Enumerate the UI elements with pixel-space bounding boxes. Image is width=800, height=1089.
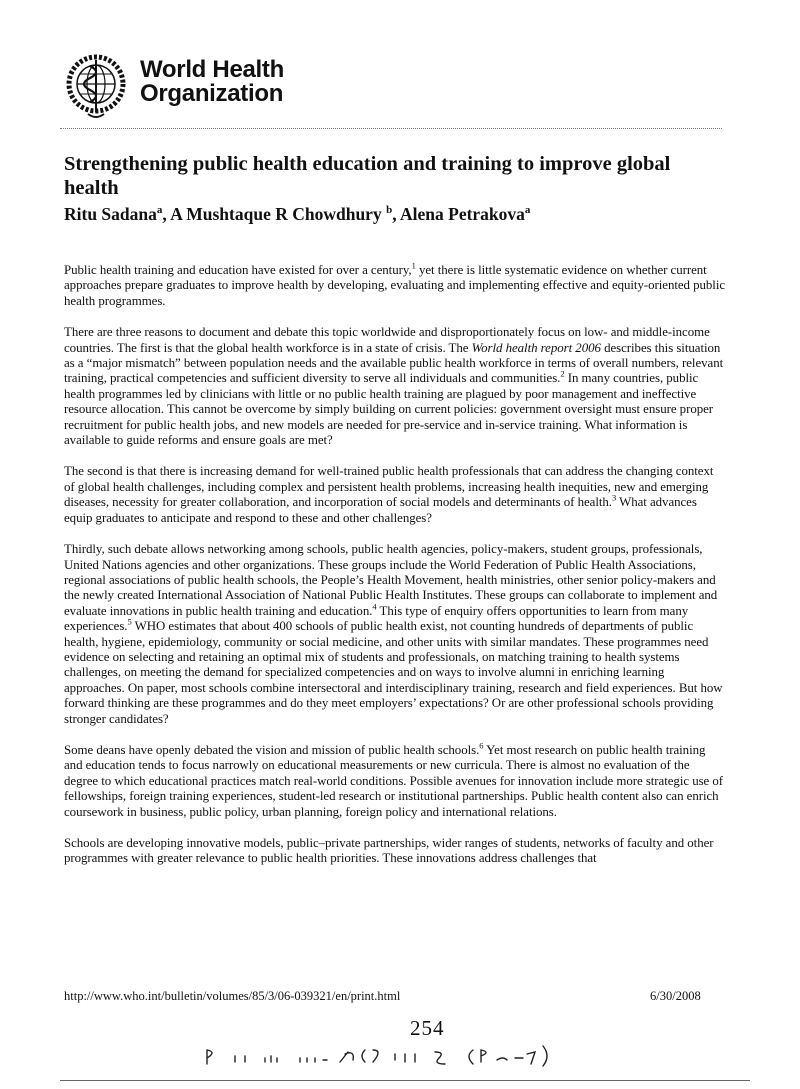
reference-number: 3 xyxy=(611,492,617,503)
text-segment: Yet most research on public health training and education tends to focus narrowly on educational measurements or new curricula. There is almost no evaluation of the degree to which educational practices match real-world conditions. Possible avenues for innovation include more strategic use of fellowships, foreign training experiences, student-led research or institutional partnerships. Public health content also can enrich coursework in business, public policy, urban planning, foreign policy and international relations. xyxy=(64,742,724,819)
author-affiliation: b xyxy=(386,204,393,216)
org-line-1: World Health xyxy=(140,56,284,83)
author-name: Ritu Sadana xyxy=(64,203,157,224)
text-segment: This type of enquiry offers opportunities to learn from many experiences. xyxy=(64,603,689,634)
text-segment: Schools are developing innovative models, public–private partnerships, wider ranges of students, networks of faculty and other programmes with greater relevance to public health priorities. These innovations address challenges that xyxy=(64,836,714,866)
text-segment: The second is that there is increasing demand for well-trained public health professionals that can address the changing context of global health challenges, including complex and persistent health problems, increasing health inequities, new and emerging diseases, necessity for greater collaboration, and incorporation of social models and determinants of health. xyxy=(64,464,714,510)
text-segment: In many countries, public health programmes led by clinicians with little or no public health training are plagued by poor management and ineffective resource allocation. This cannot be overcome by simply building on current policies: government oversight must ensure proper recruitment for public health jobs, and new models are needed for pre-service and in-service training. What information is available to guide reforms and ensure goals are met? xyxy=(64,371,714,448)
text-segment: Thirdly, such debate allows networking among schools, public health agencies, policy-makers, student groups, professionals, United Nations agencies and other organizations. These groups include the World Federation of Public Health Associations, regional associations of public health schools, the People’s Health Movement, health ministries, other senior policy-makers and the newly created International Association of National Public Health Institutes. These groups can collaborate to implement and evaluate innovations in public health training and education. xyxy=(64,542,718,618)
text-segment: describes this situation as a “major mismatch” between population needs and the available public health workforce in terms of overall numbers, relevant training, practical competencies and sufficient diversity to serve all individuals and communities. xyxy=(64,340,724,386)
reference-number: 2 xyxy=(560,369,565,380)
text-segment: yet there is little systematic evidence on whether current approaches prepare graduates to improve health by developing, evaluating and implementing effective and equity-oriented public health programmes. xyxy=(64,263,726,308)
author-name: Alena Petrakova xyxy=(400,203,525,224)
text-segment: There are three reasons to document and debate this topic worldwide and disproportionately focus on low- and middle-income countries. The first is that the global health workforce is in a state of crisis. The xyxy=(64,325,710,355)
article-body xyxy=(64,260,726,883)
body-paragraph xyxy=(64,325,726,448)
author-name: A Mushtaque R Chowdhury xyxy=(170,203,387,224)
text-segment: WHO estimates that about 400 schools of public health exist, not counting hundreds of departments of public health, hygiene, epidemiology, community or social medicine, and other units with similar mandates. These programmes need evidence on selecting and retaining an optimal mix of students and professionals, on matching training to health systems challenges, on meeting the demand for specialized competencies and on ways to involve alumni in enriching learning approaches. On paper, most schools combine intersectoral and interdisciplinary training, research and field experiences. But how forward thinking are these programmes and do they meet employers’ expectations? Or are other professional schools providing stronger candidates? xyxy=(64,619,723,726)
reference-number: 5 xyxy=(127,616,132,627)
body-paragraph xyxy=(64,542,726,727)
body-paragraph xyxy=(64,260,726,309)
footer-url: http://www.who.int/bulletin/volumes/85/3/06-039321/en/print.html xyxy=(64,989,401,1003)
org-line-2: Organization xyxy=(140,80,284,107)
header-divider xyxy=(60,128,722,129)
text-segment: What advances equip graduates to anticipate and respond to these and other challenges? xyxy=(64,495,697,525)
handwritten-annotation xyxy=(205,1040,585,1070)
body-paragraph xyxy=(64,740,726,820)
page-bottom-rule xyxy=(60,1080,750,1081)
text-segment: Some deans have openly debated the vision and mission of public health schools. xyxy=(64,742,480,757)
author-list xyxy=(64,198,724,226)
author-separator: , xyxy=(392,203,400,224)
organization-name xyxy=(140,58,284,106)
author-affiliation: a xyxy=(524,204,531,216)
text-segment: Public health training and education have existed for over a century, xyxy=(64,263,412,277)
author-separator: , xyxy=(162,203,171,224)
body-paragraph xyxy=(64,836,726,867)
article-title: Strengthening public health education and training to improve global health xyxy=(64,153,671,199)
reference-number: 4 xyxy=(372,601,377,612)
page-header xyxy=(58,50,738,120)
footer-date: 6/30/2008 xyxy=(650,989,701,1003)
reference-number: 6 xyxy=(479,740,484,751)
who-emblem-icon xyxy=(60,52,132,122)
author-affiliation: a xyxy=(156,204,163,216)
body-paragraph xyxy=(64,464,726,526)
reference-number: 1 xyxy=(411,260,416,271)
italic-text: World health report 2006 xyxy=(471,340,601,355)
page-number: 254 xyxy=(410,1016,445,1040)
